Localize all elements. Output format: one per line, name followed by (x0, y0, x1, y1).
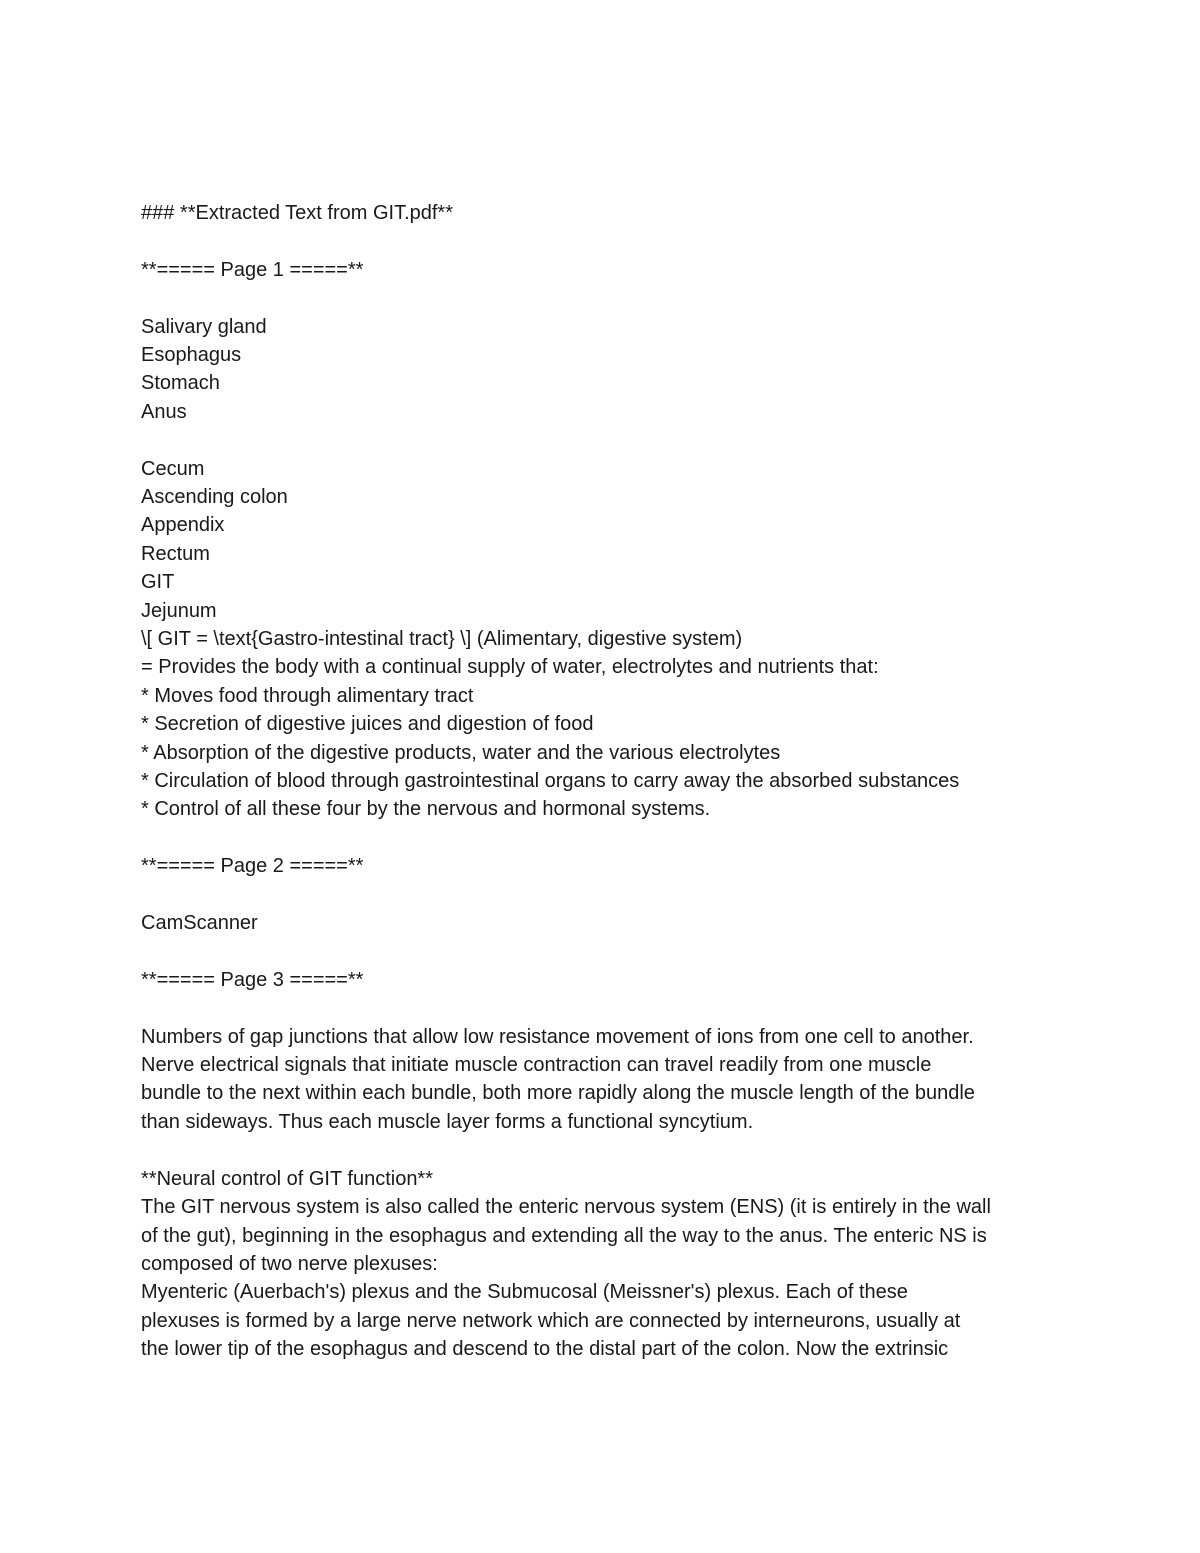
label-line: GIT (141, 571, 175, 594)
bullet-line: * Moves food through alimentary tract (141, 684, 474, 707)
label-line: Ascending colon (141, 486, 288, 509)
spacer (141, 284, 1071, 312)
bullet-line: * Absorption of the digestive products, water and the various electrolytes (141, 741, 781, 764)
label-line: Esophagus (141, 344, 242, 366)
git-definition: \[ GIT = \text{Gastro-intestinal tract} \] (Alimentary, digestive system) (141, 628, 743, 651)
paragraph-line: of the gut), beginning in the esophagus and extending all the way to the anus. The enteric NS is (141, 1224, 987, 1247)
document-heading: ### **Extracted Text from GIT.pdf** (141, 202, 454, 224)
spacer (141, 227, 1071, 255)
spacer (141, 824, 1071, 852)
camscanner-text: CamScanner (141, 912, 258, 935)
paragraph-line: bundle to the next within each bundle, both more rapidly along the muscle length of the bundle (141, 1082, 975, 1105)
label-line: Anus (141, 400, 187, 423)
bullet-line: * Secretion of digestive juices and digestion of food (141, 713, 594, 736)
provides-line: = Provides the body with a continual supply of water, electrolytes and nutrients that: (141, 656, 879, 679)
label-line: Salivary gland (141, 315, 267, 338)
spacer (141, 881, 1071, 909)
label-line: Jejunum (141, 599, 217, 622)
bullet-line: * Circulation of blood through gastrointestinal organs to carry away the absorbed substances (141, 770, 960, 793)
page-3-marker: **===== Page 3 =====** (141, 968, 364, 991)
spacer (141, 994, 1071, 1022)
spacer (141, 1136, 1071, 1164)
label-line: Stomach (141, 372, 220, 395)
document-page (141, 199, 1071, 1364)
label-line: Cecum (141, 457, 205, 480)
spacer (141, 426, 1071, 454)
paragraph-line: composed of two nerve plexuses: (141, 1252, 438, 1275)
bullet-line: * Control of all these four by the nervous and hormonal systems. (141, 798, 711, 821)
paragraph-line: plexuses is formed by a large nerve network which are connected by interneurons, usually at (141, 1309, 961, 1332)
paragraph-line: Nerve electrical signals that initiate muscle contraction can travel readily from one muscle (141, 1054, 932, 1077)
section-title: **Neural control of GIT function** (141, 1167, 434, 1190)
paragraph-line: The GIT nervous system is also called the enteric nervous system (ENS) (it is entirely in the wall (141, 1196, 991, 1219)
label-line: Rectum (141, 542, 210, 565)
page-2-marker: **===== Page 2 =====** (141, 855, 364, 878)
page-1-marker: **===== Page 1 =====** (141, 258, 364, 281)
paragraph-line: Myenteric (Auerbach's) plexus and the Submucosal (Meissner's) plexus. Each of these (141, 1281, 908, 1304)
paragraph-line: than sideways. Thus each muscle layer forms a functional syncytium. (141, 1110, 754, 1133)
paragraph-line: Numbers of gap junctions that allow low resistance movement of ions from one cell to another. (141, 1025, 974, 1048)
label-line: Appendix (141, 514, 225, 537)
spacer (141, 937, 1071, 965)
paragraph-line: the lower tip of the esophagus and descend to the distal part of the colon. Now the extrinsic (141, 1338, 949, 1361)
